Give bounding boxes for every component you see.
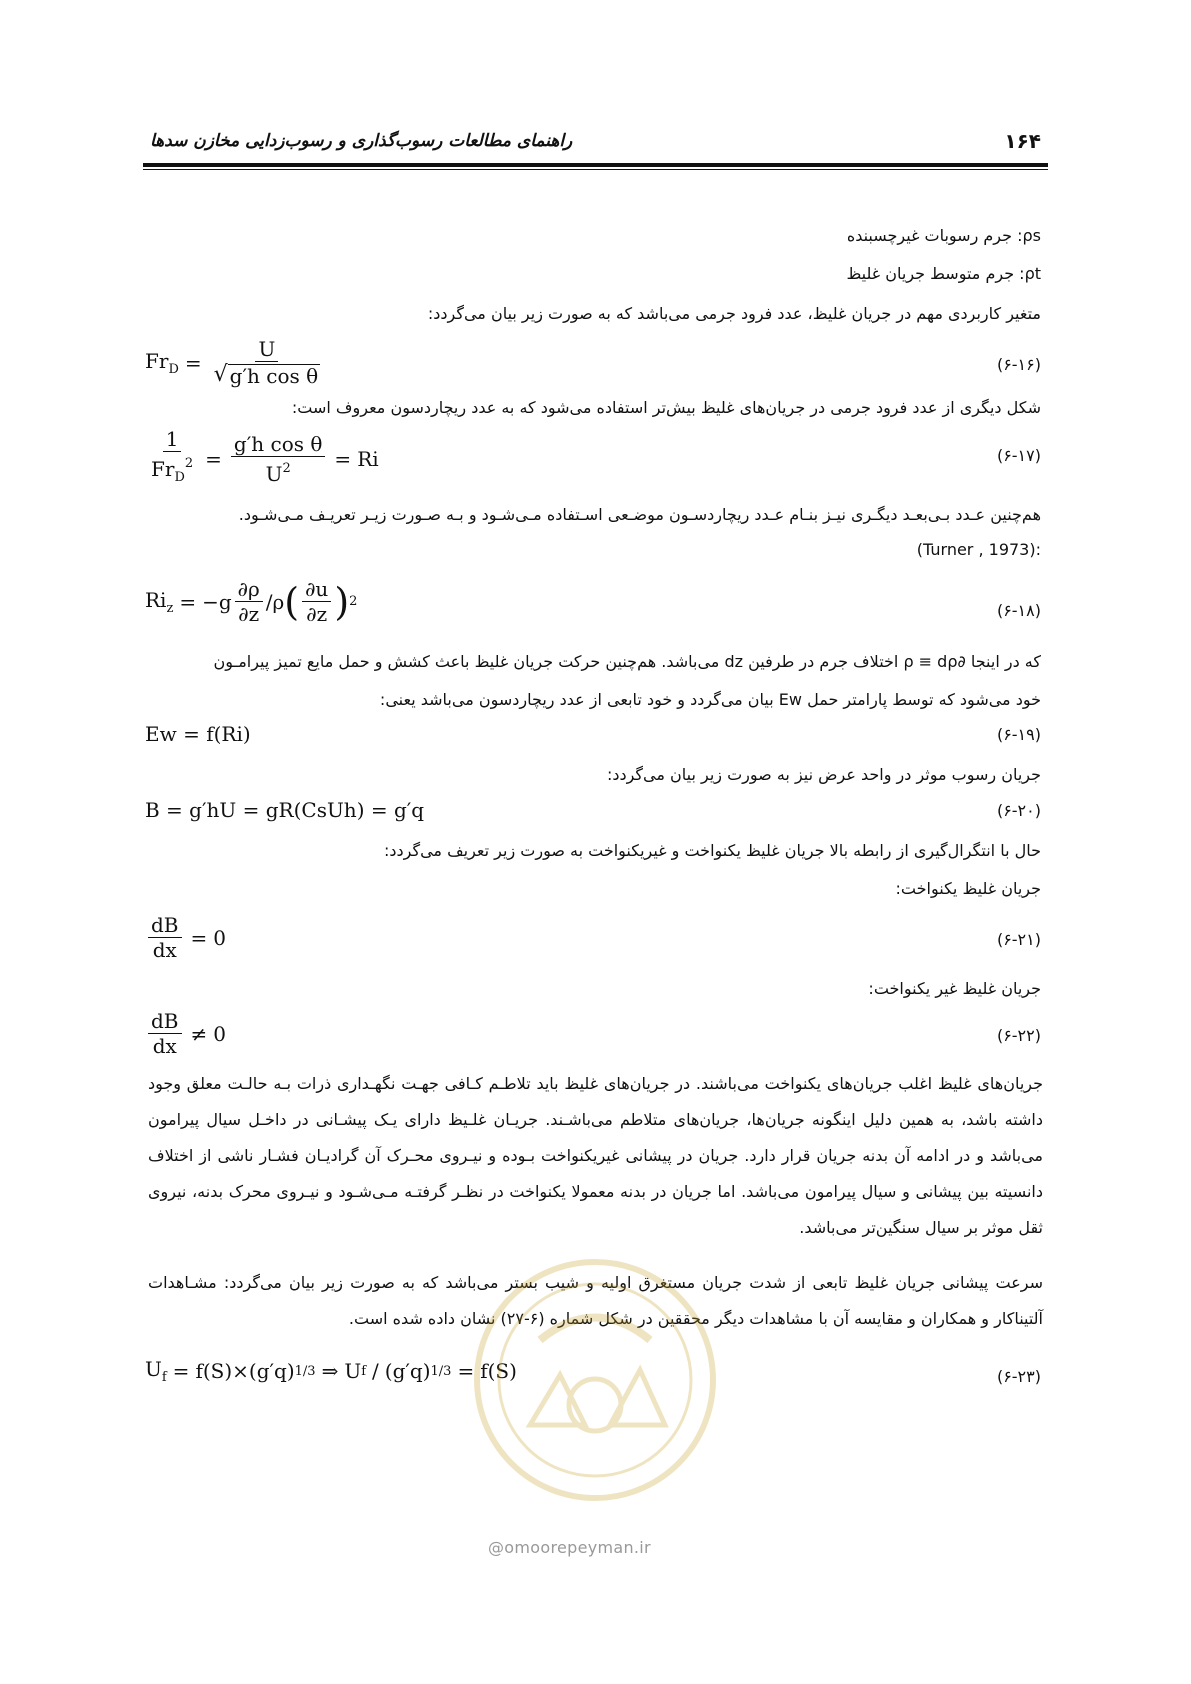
equation-number-21: (۶-۲۱)	[996, 930, 1041, 949]
sediment-flux-intro: جریان رسوب موثر در واحد عرض نیز به صورت زیر بیان می‌گردد:	[606, 765, 1041, 784]
equation-22: $\frac{dB}{dx}$ ≠ 0	[145, 1010, 226, 1057]
equation-23: $U_f$ = f(S)×(g′q) 1/3 ⇒ U f / (g′q) 1/3 = f(S)	[145, 1357, 517, 1385]
rho-s-definition: ρs: جرم رسوبات غیرچسبنده	[846, 226, 1041, 245]
page-number: ۱۶۴	[1004, 129, 1041, 153]
equation-number-18: (۶-۱۸)	[996, 601, 1041, 620]
equation-19: Ew = f(Ri)	[145, 722, 251, 746]
turner-citation: :(Turner , 1973)	[916, 540, 1041, 559]
equation-21: $\frac{dB}{dx}$ = 0	[145, 914, 226, 961]
rho-t-definition: ρt: جرم متوسط جریان غلیظ	[846, 264, 1041, 283]
uniform-flow-label: جریان غلیظ یکنواخت:	[895, 879, 1041, 898]
equation-number-19: (۶-۱۹)	[996, 725, 1041, 744]
integration-intro: حال با انتگرال‌گیری از رابطه بالا جریان غلیظ یکنواخت و غیریکنواخت به صورت زیر تعریف می‌گردد:	[384, 841, 1041, 860]
equation-number-17: (۶-۱۷)	[996, 446, 1041, 465]
entrainment-text-line2: خود می‌شود که توسط پارامتر حمل Ew بیان می‌گردد و خود تابعی از عدد ریچاردسون می‌باشد یعنی:	[379, 690, 1041, 709]
watermark-seal-icon	[470, 1255, 720, 1505]
equation-number-23: (۶-۲۳)	[996, 1367, 1041, 1386]
running-header-title: راهنمای مطالعات رسوب‌گذاری و رسوب‌زدایی مخازن سدها	[150, 131, 573, 151]
header-rule-thin	[143, 169, 1048, 170]
watermark-url: @omoorepeyman.ir	[488, 1538, 651, 1557]
entrainment-text-line1: که در اینجا ∂ρ ≡ dρ اختلاف جرم در طرفین dz می‌باشد. هم‌چنین حرکت جریان غلیظ باعث کشش و حمل مایع تمیز پیرامـون	[213, 652, 1041, 671]
equation-16: $Fr_D$ = U √ g′h cos θ	[145, 337, 319, 388]
local-richardson-intro: هم‌چنین عـدد بـی‌بعـد دیگـری نیـز بنـام عـدد ریچاردسـون موضـعی اسـتفاده مـی‌شـود و بـه صـورت زیـر تعریـف مـی‌شـود.	[238, 505, 1041, 524]
richardson-intro: شکل دیگری از عدد فرود جرمی در جریان‌های غلیظ بیش‌تر استفاده می‌شود که به عدد ریچاردسون معروف است:	[291, 398, 1041, 417]
equation-number-22: (۶-۲۲)	[996, 1026, 1041, 1045]
nonuniform-flow-label: جریان غلیظ غیر یکنواخت:	[868, 979, 1041, 998]
equation-17: $\frac{1}{Fr_D^2}$ = $\frac{\text{g′h cos θ}}{U^2}$ = Ri	[151, 427, 379, 486]
equation-number-20: (۶-۲۰)	[996, 801, 1041, 820]
equation-20: B = g′hU = gR(CsUh) = g′q	[145, 798, 425, 822]
equation-18: $Ri_z$ = −g $\frac{\partial\rho}{\partial z}$ /ρ ( $\frac{\partial u}{\partial z}$ ) 2	[145, 577, 358, 626]
equation-number-16: (۶-۱۶)	[996, 355, 1041, 374]
header-rule-thick	[143, 163, 1048, 167]
paragraph-front-velocity: سرعت پیشانی جریان غلیظ تابعی از شدت جریان مستغرق اولیه و شیب بستر می‌باشد که به صورت زیر بیان می‌گردد: مشـاهدات آلتیناکار و همکاران و مقایسه آن با مشاهدات دیگر محققین در شکل شماره (۶-۲۷) نشان داده شده است.	[148, 1273, 1043, 1328]
froude-intro: متغیر کاربردی مهم در جریان غلیظ، عدد فرود جرمی می‌باشد که به صورت زیر بیان می‌گردد:	[427, 304, 1041, 323]
paragraph-turbidity-currents: جریان‌های غلیظ اغلب جریان‌های یکنواخت می‌باشند. در جریان‌های غلیظ باید تلاطـم کـافی جهـت نگهـداری ذرات بـه حالـت معلق وجود داشته باشد، به همین دلیل اینگونه جریان‌ها، جریان‌های متلاطم می‌باشـند. جریـان غلـیظ دارای یـک پیشـانی در داخـل سیال پیرامون می‌باشد و در ادامه آن بدنه جریان قرار دارد. جریان در پیشانی غیریکنواخت بـوده و نیـروی محـرک آن گرادیـان فشـار ناشی از اختلاف دانسیته بین پیشانی و سیال پیرامون می‌باشد. اما جریان در بدنه معمولا یکنواخت در نظـر گرفتـه مـی‌شـود و نیـروی محرک بدنه، نیروی ثقل موثر بر سیال سنگین‌تر می‌باشد.	[148, 1074, 1043, 1237]
